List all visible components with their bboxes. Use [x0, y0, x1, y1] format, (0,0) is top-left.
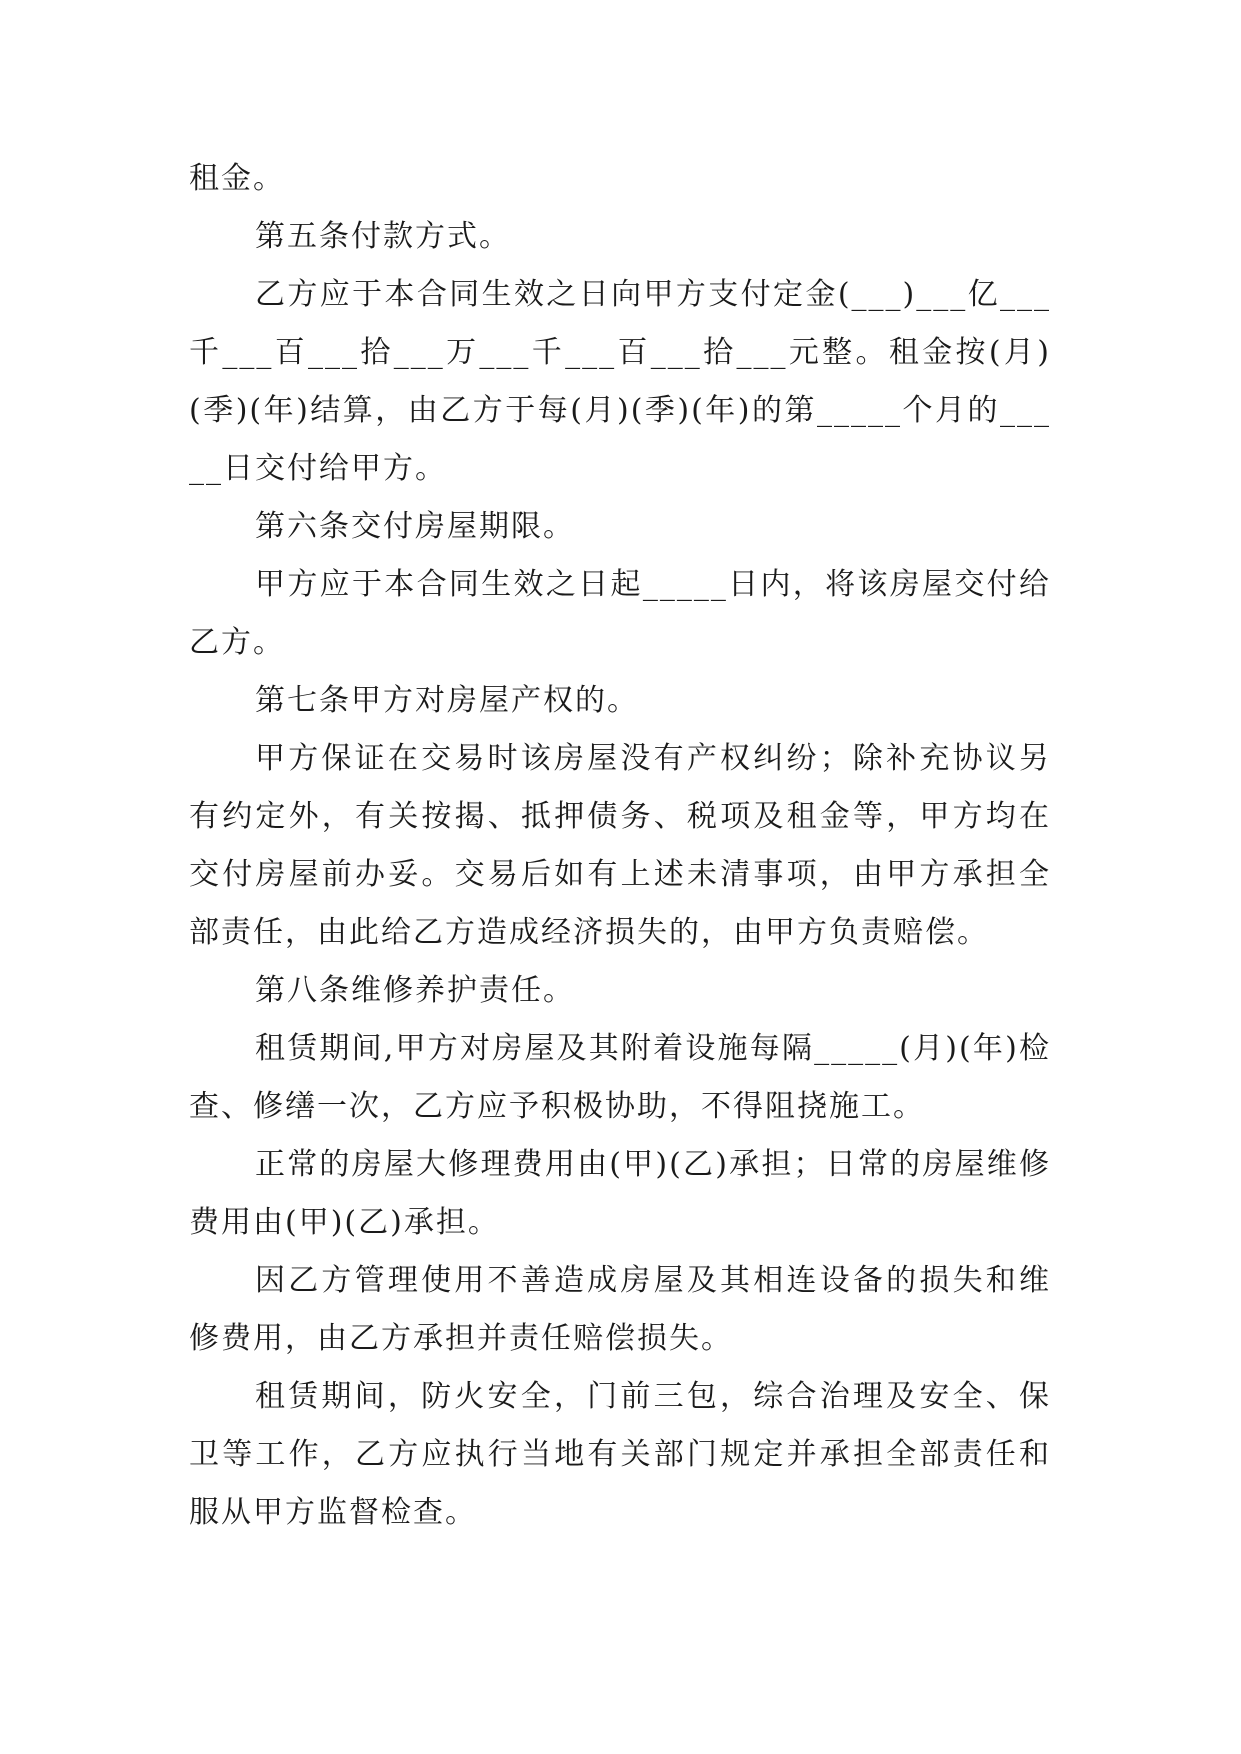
paragraph-rent-continuation: 租金。 [189, 161, 285, 196]
article-5-payment-terms: 乙方应于本合同生效之日向甲方支付定金(___)___亿___千___百___拾___万___千___百___拾___元整。租金按(月)(季)(年)结算，由乙方于每(月)(季)(年)的第_____个月的_____日交付给甲方。 [189, 277, 1051, 486]
article-7-heading: 第七条甲方对房屋产权的。 [255, 683, 639, 718]
article-6-delivery-terms: 甲方应于本合同生效之日起_____日内，将该房屋交付给乙方。 [189, 567, 1051, 660]
article-5-heading: 第五条付款方式。 [255, 219, 511, 254]
article-8-damage-liability: 因乙方管理使用不善造成房屋及其相连设备的损失和维修费用，由乙方承担并责任赔偿损失。 [189, 1263, 1051, 1356]
article-8-repair-cost-terms: 正常的房屋大修理费用由(甲)(乙)承担；日常的房屋维修费用由(甲)(乙)承担。 [189, 1147, 1051, 1240]
contract-body [189, 150, 1051, 1542]
article-6-heading: 第六条交付房屋期限。 [255, 509, 575, 544]
article-8-inspection-terms: 租赁期间,甲方对房屋及其附着设施每隔_____(月)(年)检查、修缮一次，乙方应予积极协助，不得阻挠施工。 [189, 1031, 1051, 1124]
article-7-ownership-terms: 甲方保证在交易时该房屋没有产权纠纷；除补充协议另有约定外，有关按揭、抵押债务、税项及租金等，甲方均在交付房屋前办妥。交易后如有上述未清事项，由甲方承担全部责任，由此给乙方造成经济损失的，由甲方负责赔偿。 [189, 741, 1051, 950]
article-8-safety-duties: 租赁期间，防火安全，门前三包，综合治理及安全、保卫等工作，乙方应执行当地有关部门规定并承担全部责任和服从甲方监督检查。 [189, 1379, 1051, 1530]
article-8-heading: 第八条维修养护责任。 [255, 973, 575, 1008]
